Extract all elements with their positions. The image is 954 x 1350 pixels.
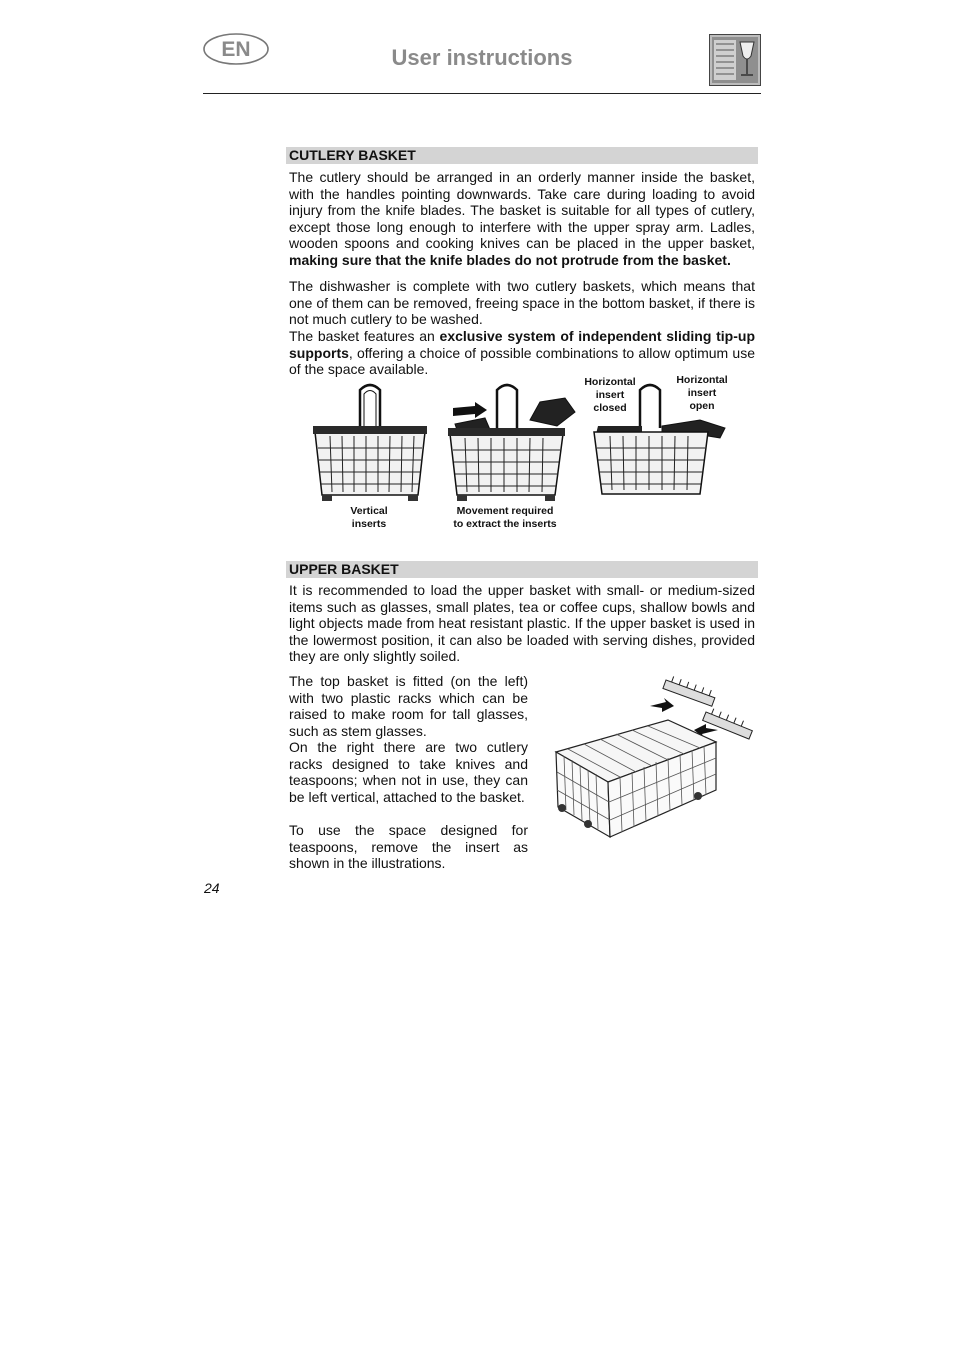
cutlery-paragraph-3	[289, 328, 755, 378]
cutlery-basket-movement-illustration	[445, 380, 580, 505]
cutlery-basket-heading: CUTLERY BASKET	[286, 147, 758, 164]
cutlery-paragraph-3-text-a: The basket features an	[289, 328, 440, 344]
dishwasher-glass-icon	[709, 34, 761, 86]
upper-paragraph-4: To use the space designed for teaspoons, remove the insert as shown in the illustrations.	[289, 822, 528, 872]
header-divider	[203, 93, 761, 94]
caption-horizontal-insert-open	[667, 374, 737, 413]
caption-open-line-2: insert	[687, 387, 717, 399]
caption-horizontal-insert-closed	[576, 376, 644, 415]
upper-paragraph-2: The top basket is fitted (on the left) with two plastic racks which can be raised to make room for tall glasses, such as stem glasses.	[289, 673, 528, 739]
caption-closed-line-3: closed	[593, 402, 627, 414]
page-header	[203, 30, 761, 94]
upper-paragraph-1: It is recommended to load the upper basket with small- or medium-sized items such as glasses, small plates, tea or coffee cups, shallow bowls and light objects made from heat resistant plastic. If the upper basket is used in the lowermost position, it can also be loaded with serving dishes, provided they are only slightly soiled.	[289, 582, 755, 665]
caption-vertical-line-2: inserts	[351, 518, 387, 530]
page-number: 24	[204, 880, 220, 896]
caption-vertical-inserts	[331, 505, 407, 531]
language-badge-text: EN	[221, 38, 251, 61]
page-title: User instructions	[391, 45, 573, 70]
caption-movement-line-2: to extract the inserts	[453, 518, 557, 530]
cutlery-paragraph-1-text: The cutlery should be arranged in an orderly manner inside the basket, with the handles pointing downwards. Take care during loading to avoid injury from the knife blades. The basket is suitable for all types of cutlery, except those long enough to interfere with the upper spray arm. Ladles, wooden spoons and cooking knives can be placed in the upper basket,	[289, 169, 755, 252]
caption-closed-line-1: Horizontal	[584, 376, 636, 388]
cutlery-paragraph-2: The dishwasher is complete with two cutlery baskets, which means that one of them can be removed, freeing space in the bottom basket, if there is not much cutlery to be washed.	[289, 278, 755, 328]
cutlery-basket-vertical-illustration	[310, 380, 430, 505]
caption-open-line-3: open	[689, 400, 715, 412]
caption-movement-line-1: Movement required	[456, 505, 554, 517]
upper-paragraph-3: On the right there are two cutlery racks designed to take knives and teaspoons; when not in use, they can be left vertical, attached to the basket.	[289, 739, 528, 805]
caption-movement-required	[440, 505, 570, 531]
cutlery-paragraph-3-bold: exclusive system of independent sliding tip-up supports	[289, 328, 755, 361]
caption-closed-line-2: insert	[595, 389, 625, 401]
upper-basket-heading: UPPER BASKET	[286, 561, 758, 578]
cutlery-paragraph-1-bold: making sure that the knife blades do not protrude from the basket.	[289, 251, 731, 268]
cutlery-paragraph-3-text-b: , offering a choice of possible combinations to allow optimum use of the space available.	[289, 344, 755, 378]
caption-vertical-line-1: Vertical	[350, 505, 388, 517]
upper-basket-illustration	[548, 672, 758, 847]
caption-open-line-1: Horizontal	[676, 374, 728, 386]
cutlery-paragraph-1	[289, 169, 755, 269]
